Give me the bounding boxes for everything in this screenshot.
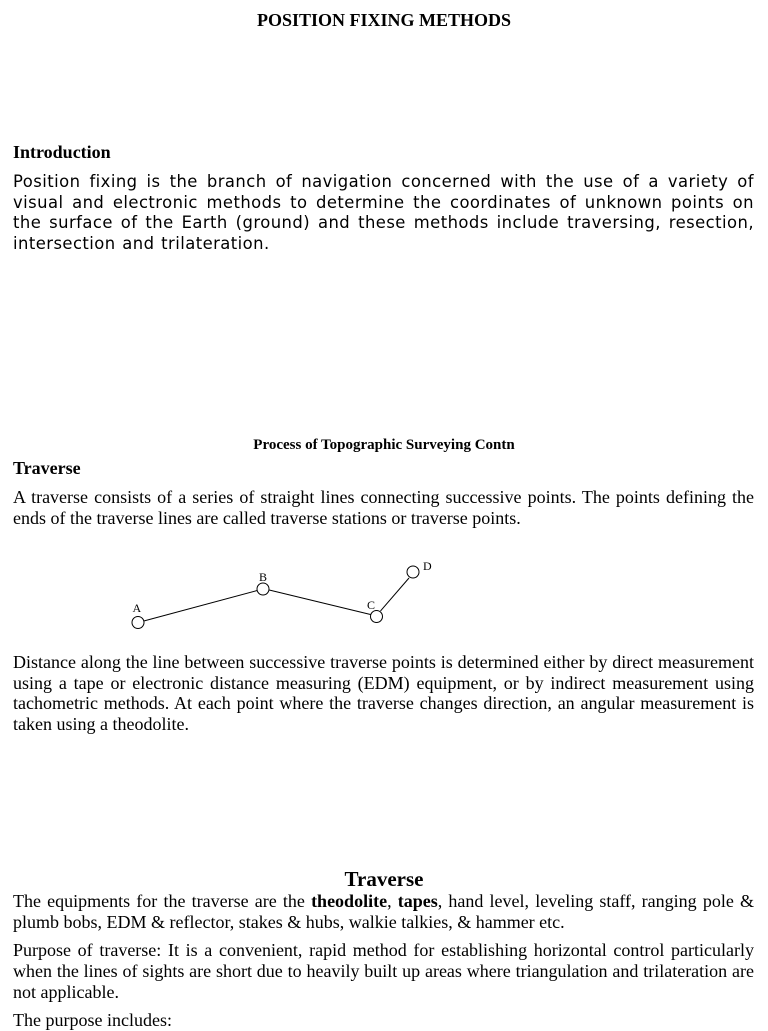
traverse-label-a: A <box>132 601 142 615</box>
traverse-label-d: D <box>423 559 432 573</box>
traverse-point-c <box>371 611 383 623</box>
theodolite-term: theodolite <box>311 891 388 911</box>
traverse-line-bc <box>269 590 370 615</box>
purpose-includes-text: The purpose includes: <box>13 1010 172 1030</box>
equipment-intro-text: The equipments for the traverse are the <box>13 891 312 911</box>
equipment-list-text: , hand level, leveling staff, ranging pole & plumb bobs, EDM & reflector, stakes & hubs, walkie talkies, & hammer etc. <box>13 891 755 932</box>
traverse-point-d <box>407 566 419 578</box>
introduction-paragraph: Position fixing is the branch of navigation concerned with the use of a variety of visual and electronic methods to determine the coordinates of unknown points on the surface of the Earth (ground) and these methods include traversing, resection, intersection and trilateration. <box>13 172 754 253</box>
traverse-definition-paragraph: A traverse consists of a series of straight lines connecting successive points. The points defining the ends of the traverse lines are called traverse stations or traverse points. <box>13 487 754 528</box>
equipment-paragraph <box>13 891 754 933</box>
tapes-term: tapes <box>397 891 438 911</box>
traverse-label-b: B <box>259 570 268 584</box>
traverse-point-b <box>257 583 269 595</box>
traverse-section-heading: Traverse <box>344 867 424 891</box>
traverse-line-ab <box>144 591 257 622</box>
traverse-point-a <box>132 617 144 629</box>
traverse-measurement-paragraph: Distance along the line between successive traverse points is determined either by direct measurement using a tape or electronic distance measuring (EDM) equipment, or by indirect measurement using tachometric methods. At each point where the traverse changes direction, an angular measurement is taken using a theodolite. <box>13 652 754 735</box>
traverse-label-c: C <box>367 598 376 612</box>
traverse-line-cd <box>381 578 410 611</box>
document-title: POSITION FIXING METHODS <box>256 10 512 30</box>
introduction-heading: Introduction <box>13 142 111 162</box>
purpose-paragraph: Purpose of traverse: It is a convenient, rapid method for establishing horizontal control particularly when the lines of sights are short due to heavily built up areas where triangulation and trilateration are not applicable. <box>13 940 754 1002</box>
equipment-separator: , <box>387 891 398 911</box>
traverse-diagram <box>120 555 450 635</box>
traverse-heading: Traverse <box>13 458 81 478</box>
section-subtitle: Process of Topographic Surveying Contn <box>253 437 515 453</box>
